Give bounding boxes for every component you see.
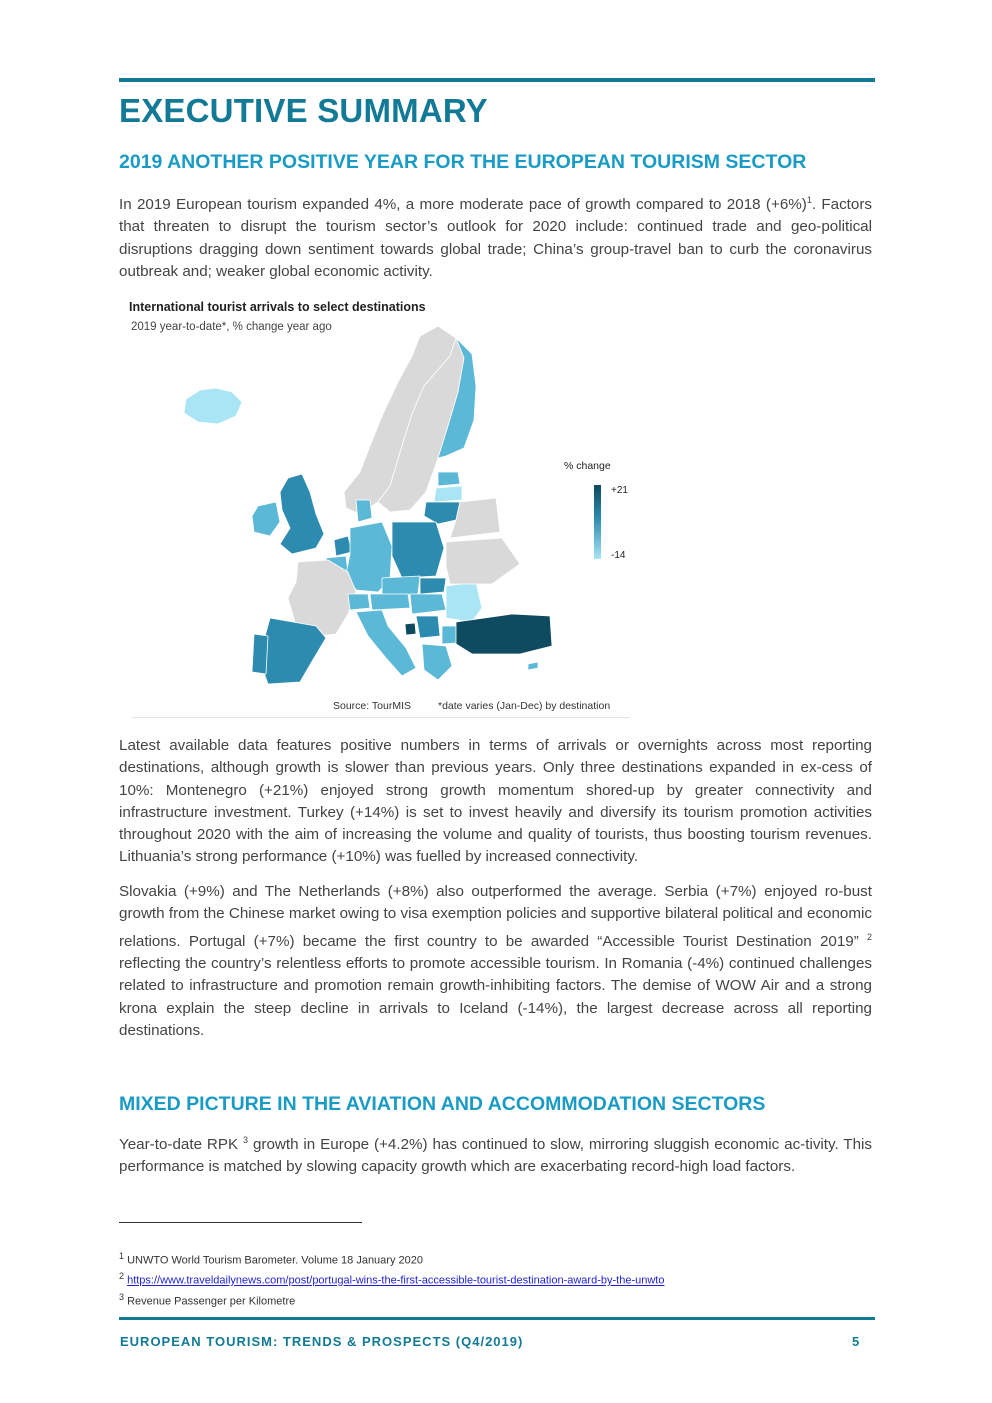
destinations-paragraph: Latest available data features positive numbers in terms of arrivals or overnights across most reporting destinations, although growth is slower than previous years. Only three destinations expanded in ex-cess of 10%: Montenegro (+21%) enjoyed strong growth momentum shored-up by greater connectivity and infrastructure investment. Turkey (+14%) is set to invest heavily and diversify its tourism promotion activities throughout 2020 with the aim of increasing the volume and quality of tourists, thus boosting tourism revenues. Lithuania’s strong performance (+10%) was fuelled by increased connectivity. <box>119 737 872 866</box>
page-title: EXECUTIVE SUMMARY <box>119 92 488 129</box>
map-country-denmark <box>356 500 372 522</box>
map-country-italy <box>356 610 416 676</box>
map-country-slovakia <box>420 578 446 594</box>
footnote-1: $^1$ UNWTO World Tourism Barometer. Volume 18 January 2020 <box>119 1251 423 1267</box>
map-country-poland <box>392 522 444 578</box>
map-country-cyprus <box>528 662 538 670</box>
footnote-divider <box>119 1222 362 1223</box>
map-country-greece <box>422 644 452 680</box>
map-country-romania <box>446 582 482 622</box>
footnote-ref-2: 2 <box>866 931 872 942</box>
map-country-czechia <box>382 576 420 596</box>
map-source: Source: TourMIS <box>333 700 412 712</box>
map-country-ukraine <box>446 538 520 584</box>
footnote-ref-1: 1 <box>806 195 812 205</box>
map-title: International tourist arrivals to select destinations <box>129 300 426 314</box>
map-country-iceland <box>184 388 242 424</box>
map-country-latvia <box>434 486 462 502</box>
map-country-estonia <box>438 472 460 486</box>
map-country-spain <box>260 618 326 684</box>
legend-max-label: +21 <box>611 485 628 496</box>
europe-map <box>120 296 640 720</box>
aviation-paragraph: Year-to-date RPK $^3$ growth in Europe (+4.2%) has continued to slow, mirroring sluggish economic ac-tivity. This performance is matched by slowing capacity growth which are exacerbating record-high load factors. <box>119 1135 873 1176</box>
top-divider <box>119 78 875 82</box>
map-country-austria <box>370 594 410 610</box>
bottom-divider <box>119 1317 875 1320</box>
map-country-lithuania <box>424 502 460 524</box>
performance-paragraph: Slovakia (+9%) and The Netherlands (+8%) also outperformed the average. Serbia (+7%) enjoyed ro-bust growth from the Chinese market owing to visa exemption policies and supportive bilateral political and economic relations. Portugal (+7%) became the first country to be awarded “Accessible Tourist Destination 2019” $^2$ reflecting the country’s relentless efforts to promote accessible tourism. In Romania (-4%) continued challenges related to infrastructure and promotion remain growth-inhibiting factors. The demise of WOW Air and a strong krona explain the steep decline in arrivals to Iceland (-14%), the largest decrease across all reporting destinations. <box>119 883 872 1039</box>
arrivals-map-figure <box>120 296 640 720</box>
map-baseline <box>132 717 630 718</box>
legend-min-label: -14 <box>611 550 626 561</box>
legend-title: % change <box>564 460 611 472</box>
footer-title: EUROPEAN TOURISM: TRENDS & PROSPECTS (Q4/2019) <box>120 1334 524 1349</box>
map-country-switzerland <box>348 594 370 610</box>
map-country-serbia <box>416 616 440 638</box>
page-number: 5 <box>852 1334 860 1349</box>
section-heading-aviation: MIXED PICTURE IN THE AVIATION AND ACCOMMODATION SECTORS <box>119 1093 766 1115</box>
footnote-2: $^2$ https://www.traveldailynews.com/post/portugal-wins-the-first-accessible-tourist-destination-award-by-the-unwto <box>119 1271 665 1287</box>
map-country-montenegro <box>405 623 416 635</box>
map-country-portugal <box>252 634 268 674</box>
footnote-2-link[interactable]: https://www.traveldailynews.com/post/portugal-wins-the-first-accessible-tourist-destination-award-by-the-unwto <box>127 1274 665 1287</box>
footnote-3: $^3$ Revenue Passenger per Kilometre <box>119 1292 296 1308</box>
map-subtitle: 2019 year-to-date*, % change year ago <box>131 321 332 333</box>
map-note: *date varies (Jan-Dec) by destination <box>438 700 611 712</box>
map-country-turkey <box>456 614 552 654</box>
section-heading-tourism: 2019 ANOTHER POSITIVE YEAR FOR THE EUROPEAN TOURISM SECTOR <box>119 151 807 173</box>
map-country-netherlands <box>334 536 352 556</box>
map-country-ireland <box>252 502 280 536</box>
map-country-uk <box>280 474 324 554</box>
legend-color-scale <box>594 485 601 559</box>
intro-paragraph: In 2019 European tourism expanded 4%, a more moderate pace of growth compared to 2018 $(+6\%)^1$. Factors that threaten to disrupt the tourism sector’s outlook for 2020 include: continued trade and geo-political disruptions dragging down sentiment towards global trade; China’s group-travel ban to curb the coronavirus outbreak and; weaker global economic activity. <box>119 195 872 280</box>
map-country-hungary <box>410 594 446 614</box>
footnote-ref-3: 3 <box>243 1135 249 1145</box>
